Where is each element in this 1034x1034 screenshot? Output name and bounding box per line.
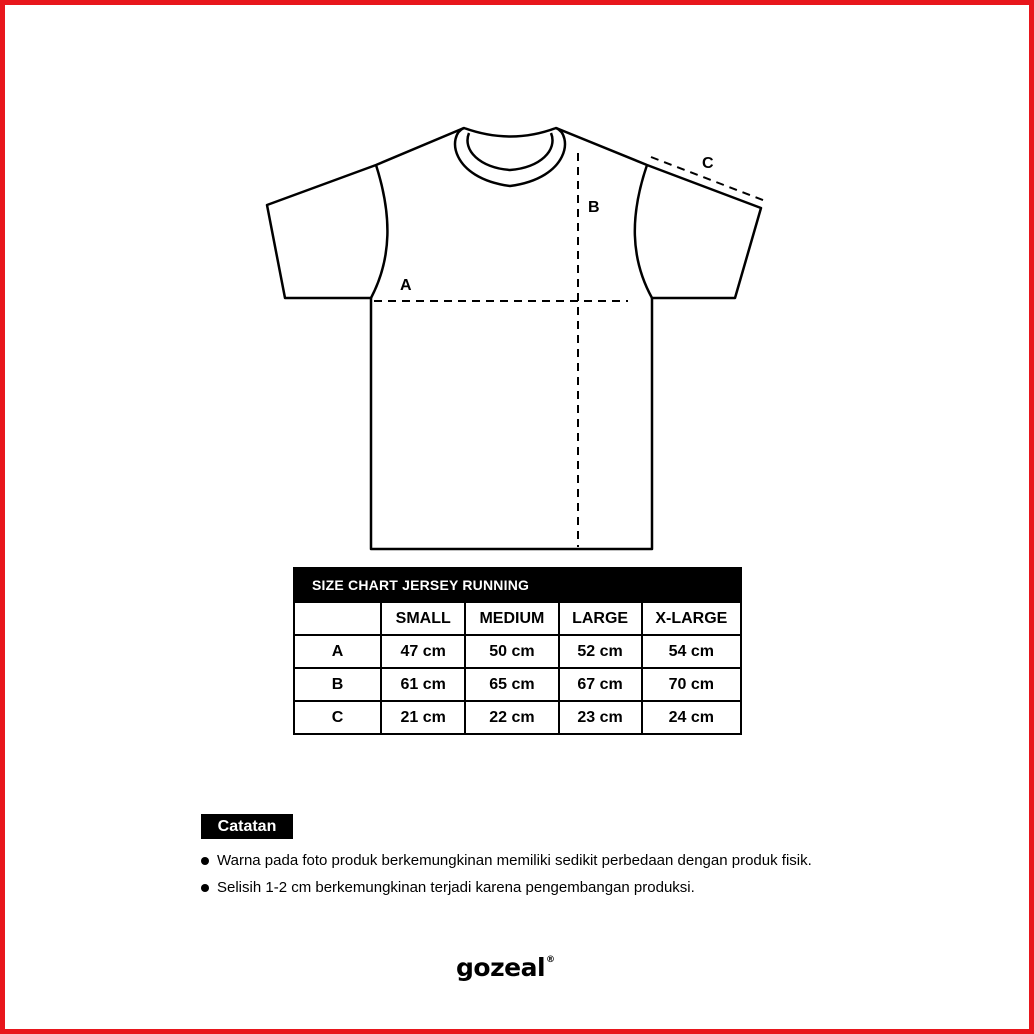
note-text: Selisih 1-2 cm berkemungkinan terjadi karena pengembangan produksi. xyxy=(217,879,695,896)
cell-value: 21 cm xyxy=(381,701,465,734)
note-item xyxy=(201,852,812,870)
row-label: C xyxy=(294,701,381,734)
notes-heading: Catatan xyxy=(201,814,293,839)
measure-label-c: C xyxy=(702,155,714,172)
table-row xyxy=(294,701,741,734)
note-item xyxy=(201,879,695,897)
cell-value: 23 cm xyxy=(559,701,642,734)
cell-value: 52 cm xyxy=(559,635,642,668)
measure-label-b: B xyxy=(588,199,600,216)
size-chart-header-row xyxy=(294,602,741,635)
header-blank xyxy=(294,602,381,635)
cell-value: 24 cm xyxy=(642,701,741,734)
row-label: A xyxy=(294,635,381,668)
tshirt-outline xyxy=(267,128,761,549)
table-row xyxy=(294,668,741,701)
table-row xyxy=(294,635,741,668)
header-medium: MEDIUM xyxy=(465,602,558,635)
cell-value: 61 cm xyxy=(381,668,465,701)
size-chart-title: SIZE CHART JERSEY RUNNING xyxy=(294,568,741,602)
row-label: B xyxy=(294,668,381,701)
header-small: SMALL xyxy=(381,602,465,635)
size-chart-title-row xyxy=(294,568,741,602)
brand-logo xyxy=(456,953,555,982)
header-x-large: X-LARGE xyxy=(642,602,741,635)
registered-mark: ® xyxy=(546,955,555,965)
tshirt-collar-inner xyxy=(467,133,552,170)
cell-value: 70 cm xyxy=(642,668,741,701)
cell-value: 65 cm xyxy=(465,668,558,701)
left-sleeve-seam xyxy=(371,165,387,298)
cell-value: 50 cm xyxy=(465,635,558,668)
cell-value: 47 cm xyxy=(381,635,465,668)
measure-label-a: A xyxy=(400,277,412,294)
cell-value: 67 cm xyxy=(559,668,642,701)
right-sleeve-seam xyxy=(635,165,652,298)
brand-name: gozeal xyxy=(456,953,546,982)
size-chart-table xyxy=(293,567,742,735)
header-large: LARGE xyxy=(559,602,642,635)
bullet-icon xyxy=(201,884,209,892)
cell-value: 54 cm xyxy=(642,635,741,668)
cell-value: 22 cm xyxy=(465,701,558,734)
bullet-icon xyxy=(201,857,209,865)
note-text: Warna pada foto produk berkemungkinan memiliki sedikit perbedaan dengan produk fisik. xyxy=(217,852,812,869)
